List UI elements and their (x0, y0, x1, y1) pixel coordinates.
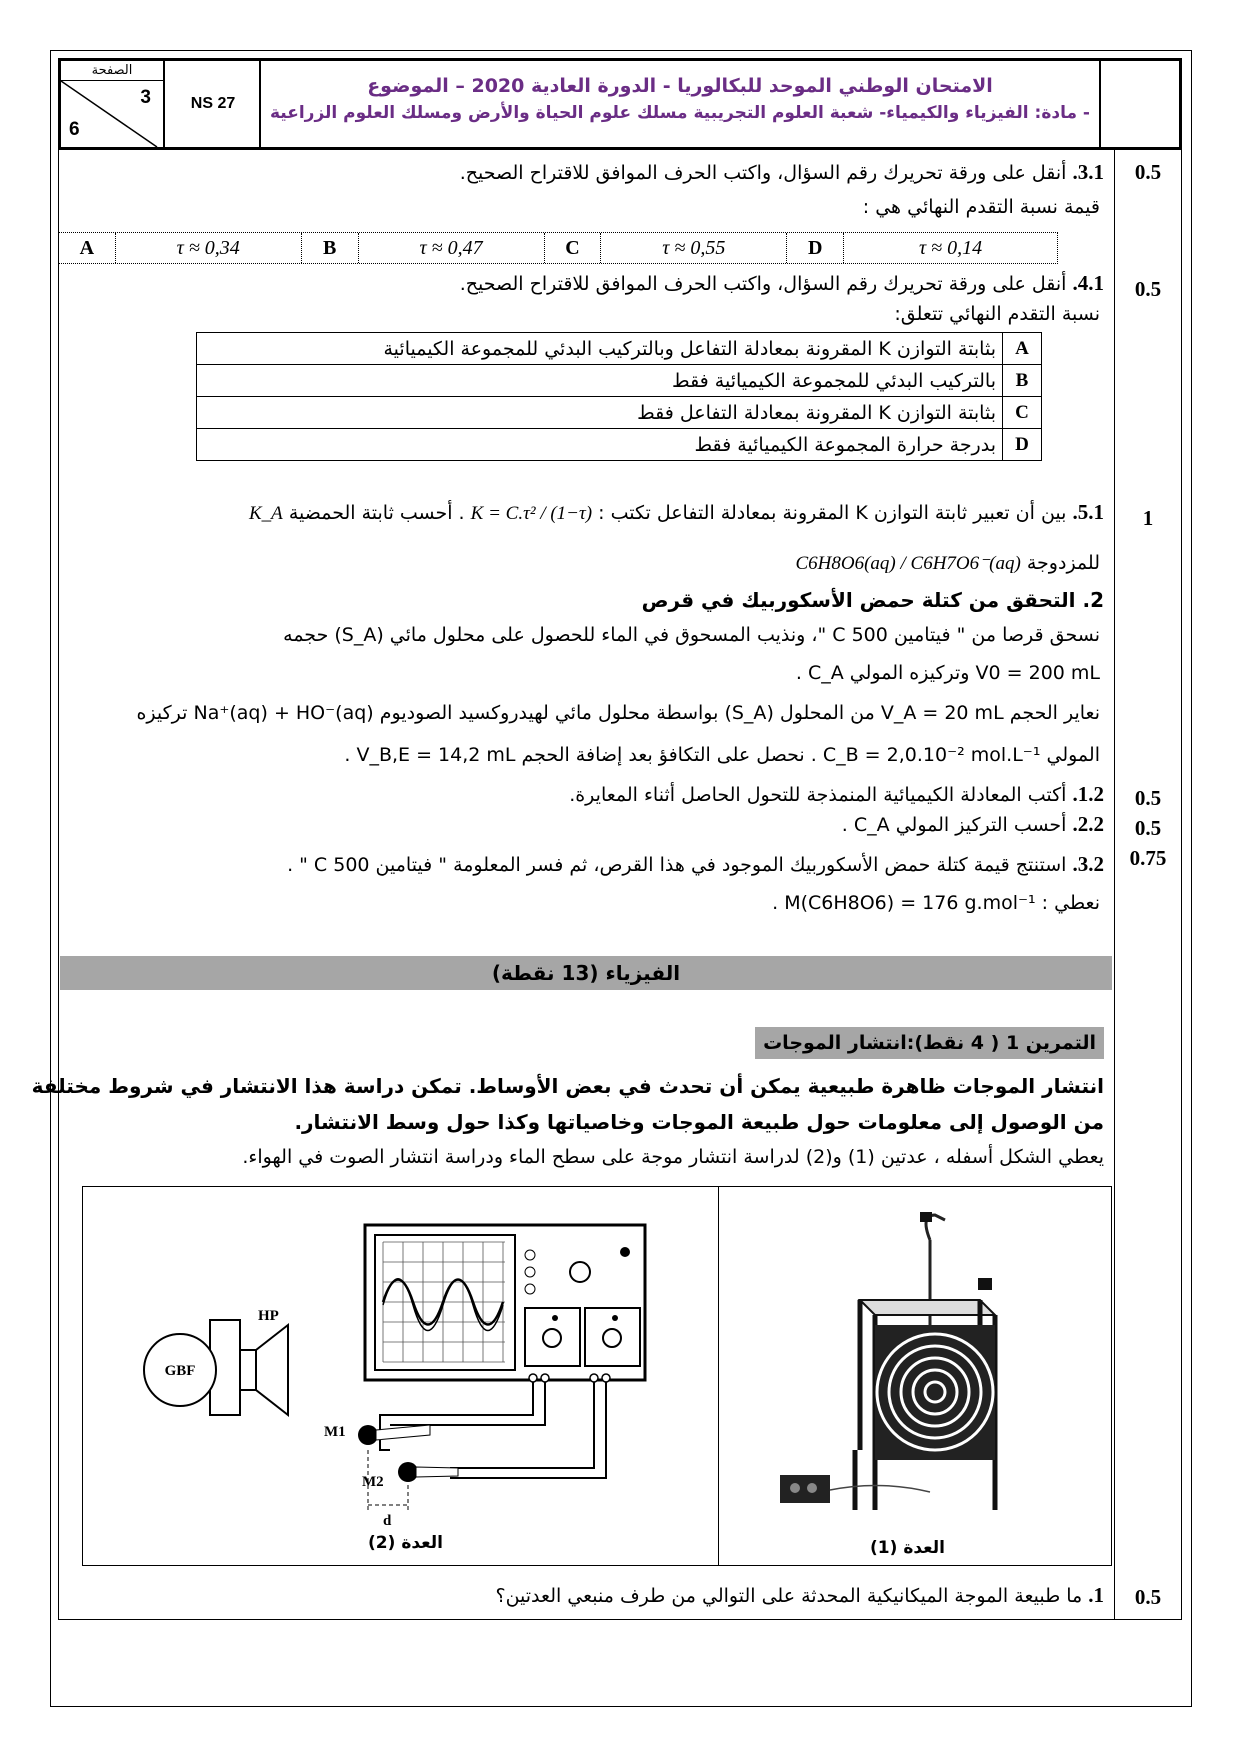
lamp-icon (920, 1212, 932, 1222)
q31-value-a: τ ≈ 0,34 (116, 233, 302, 263)
microphone-m1-icon (358, 1425, 378, 1445)
q41-text (460, 271, 1104, 296)
q32-number: 3.2. (1072, 852, 1104, 876)
part2-p2b: المولي C_B = 2,0.10⁻² mol.L⁻¹ . نحصل على التكافؤ بعد إضافة الحجم V_B,E = 14,2 mL . (344, 744, 1100, 766)
physics-q1-text (495, 1583, 1104, 1608)
m2-label: M2 (362, 1474, 384, 1490)
q31-options (58, 232, 1058, 264)
part2-title: 2. التحقق من كتلة حمض الأسكوربيك في قرص (641, 588, 1104, 612)
q31-text (460, 160, 1104, 185)
q31-letter-b: B (302, 233, 359, 263)
microphone-m2-icon (398, 1462, 418, 1482)
part2-p1: نسحق قرصا من " فيتامين C 500 "، ونذيب المسحوق في الماء للحصول على محلول مائي (S_A) حجمه (283, 624, 1100, 646)
physics-q1-number: 1. (1088, 1583, 1104, 1607)
q41-letter-a: A (1003, 333, 1042, 365)
physics-intro-3: يعطي الشكل أسفله ، عدتين (1) و(2) لدراسة انتشار موجة على سطح الماء ودراسة انتشار الصوت في الهواء. (242, 1146, 1104, 1168)
score-q32: 0.75 (1129, 846, 1167, 870)
speaker-icon (240, 1350, 256, 1390)
osc-button-icon (525, 1250, 535, 1260)
m1-label: M1 (324, 1424, 346, 1440)
title-line-2: - مادة: الفيزياء والكيمياء- شعبة العلوم التجريبية مسلك علوم الحياة والأرض ومسلك العلوم الزراعية (269, 103, 1090, 123)
title-line-1: الامتحان الوطني الموحد للبكالوريا - الدورة العادية 2020 – الموضوع (367, 75, 993, 97)
score-physics-q1: 0.5 (1134, 1585, 1162, 1609)
exam-header (58, 58, 1182, 150)
setup-2-drawing (140, 1210, 700, 1540)
q41-row (197, 429, 1042, 461)
q51-couple: C6H8O6(aq) / C6H7O6⁻(aq) (795, 553, 1021, 574)
q51-text-b: . أحسب ثابتة الحمضية (288, 502, 465, 524)
q22-text (842, 812, 1104, 837)
osc-button-icon (525, 1267, 535, 1277)
page-current: 3 (140, 87, 151, 108)
score-q31: 0.5 (1134, 160, 1162, 184)
physics-section-bar: الفيزياء (13 نقطة) (60, 956, 1112, 990)
q31-letter-c: C (545, 233, 602, 263)
score-q51: 1 (1142, 506, 1154, 530)
q31-prompt: قيمة نسبة التقدم النهائي هي : (862, 196, 1100, 218)
setup-2-caption: العدة (2) (368, 1533, 443, 1553)
osc-knob-icon (570, 1262, 590, 1282)
q41-option-c: بثابتة التوازن K المقرونة بمعادلة التفاعل فقط (197, 397, 1003, 429)
setup-1-caption: العدة (1) (870, 1538, 945, 1558)
d-label: d (383, 1513, 392, 1529)
q31-value-b: τ ≈ 0,47 (359, 233, 545, 263)
figure-divider (718, 1186, 719, 1566)
q31-letter-d: D (787, 233, 844, 263)
q31-value-d: τ ≈ 0,14 (918, 236, 983, 259)
q31-value-c: τ ≈ 0,55 (601, 233, 787, 263)
q32-text (287, 852, 1104, 877)
physics-q1-instruction: ما طبيعة الموجة الميكانيكية المحدثة على التوالي من طرف منبعي العدتين؟ (495, 1585, 1083, 1607)
q41-letter-c: C (1003, 397, 1042, 429)
q12-number: 1.2. (1072, 782, 1104, 806)
score-q12: 0.5 (1134, 786, 1162, 810)
page-label: الصفحة (61, 63, 163, 81)
q41-option-a: بثابتة التوازن K المقرونة بمعادلة التفاعل وبالتركيب البدئي للمجموعة الكيميائية (197, 333, 1003, 365)
exam-title (259, 61, 1101, 147)
q41-number: 4.1. (1072, 271, 1104, 295)
q51-line2 (795, 552, 1100, 575)
score-q41: 0.5 (1134, 277, 1162, 301)
osc-button-icon (525, 1284, 535, 1294)
q12-text (569, 782, 1104, 807)
q31-number: 3.1. (1072, 160, 1104, 184)
q41-row (197, 397, 1042, 429)
q41-option-d: بدرجة حرارة المجموعة الكيميائية فقط (197, 429, 1003, 461)
q51-ka: K_A (248, 503, 283, 524)
hp-label: HP (258, 1308, 279, 1324)
q41-row (197, 333, 1042, 365)
q32-given: نعطي : M(C6H8O6) = 176 g.mol⁻¹ . (772, 892, 1100, 914)
q41-options-table (196, 332, 1042, 461)
q31-letter-a: A (59, 233, 116, 263)
q41-row (197, 365, 1042, 397)
exam-code: NS 27 (163, 61, 261, 147)
microphone-m2-body (416, 1467, 458, 1477)
generator-box-icon (780, 1475, 830, 1503)
osc-led-icon (620, 1247, 630, 1257)
q51-number: 5.1. (1072, 500, 1104, 524)
exercise-1-title: التمرين 1 ( 4 نقط):انتشار الموجات (755, 1027, 1104, 1059)
cable-m1 (380, 1382, 533, 1450)
q51-line1 (249, 500, 1104, 525)
gbf-label: GBF (164, 1363, 196, 1379)
q41-letter-d: D (1003, 429, 1042, 461)
channel-2-knob-icon (603, 1329, 621, 1347)
q12-instruction: أكتب المعادلة الكيميائية المنمذجة للتحول الحاصل أثناء المعايرة. (569, 784, 1067, 806)
q22-instruction: أحسب التركيز المولي C_A . (841, 814, 1067, 836)
q31-instruction: أنقل على ورقة تحريرك رقم السؤال، واكتب الحرف الموافق للاقتراح الصحيح. (459, 162, 1067, 184)
q41-instruction: أنقل على ورقة تحريرك رقم السؤال، واكتب الحرف الموافق للاقتراح الصحيح. (459, 273, 1067, 295)
q32-instruction: استنتج قيمة كتلة حمض الأسكوربيك الموجود في هذا القرص، ثم فسر المعلومة " فيتامين C 500 " . (287, 854, 1067, 876)
q41-prompt: نسبة التقدم النهائي تتعلق: (894, 303, 1100, 325)
oscilloscope-screen (375, 1235, 515, 1370)
vibrator-icon (978, 1278, 992, 1290)
q51-text-c: للمزدوجة (1026, 552, 1100, 574)
q41-option-b: بالتركيب البدئي للمجموعة الكيميائية فقط (197, 365, 1003, 397)
page-total: 6 (69, 119, 80, 140)
physics-intro-1: انتشار الموجات ظاهرة طبيعية يمكن أن تحدث في بعض الأوساط. تمكن دراسة هذا الانتشار في شروط مختلفة (31, 1074, 1104, 1098)
score-column-divider (1114, 150, 1115, 1620)
q51-formula: K = C.τ² / (1−τ) (470, 503, 593, 524)
q51-text-a: بين أن تعبير ثابتة التوازن K المقرونة بمعادلة التفاعل تكتب : (598, 502, 1067, 524)
microphone-m1-body (376, 1425, 430, 1440)
setup-1-ripple-tank (760, 1210, 1080, 1530)
score-q22: 0.5 (1134, 816, 1162, 840)
part2-p1b: V0 = 200 mL وتركيزه المولي C_A . (795, 662, 1100, 684)
q22-number: 2.2. (1072, 812, 1104, 836)
page-number-box (61, 61, 163, 147)
physics-intro-2: من الوصول إلى معلومات حول طبيعة الموجات وخاصياتها وكذا حول وسط الانتشار. (294, 1110, 1104, 1134)
channel-1-knob-icon (543, 1329, 561, 1347)
part2-p2: نعاير الحجم V_A = 20 mL من المحلول (S_A) بواسطة محلول مائي لهيدروكسيد الصوديوم Na⁺(aq) + HO⁻(aq) تركيزه (136, 702, 1100, 724)
q41-letter-b: B (1003, 365, 1042, 397)
